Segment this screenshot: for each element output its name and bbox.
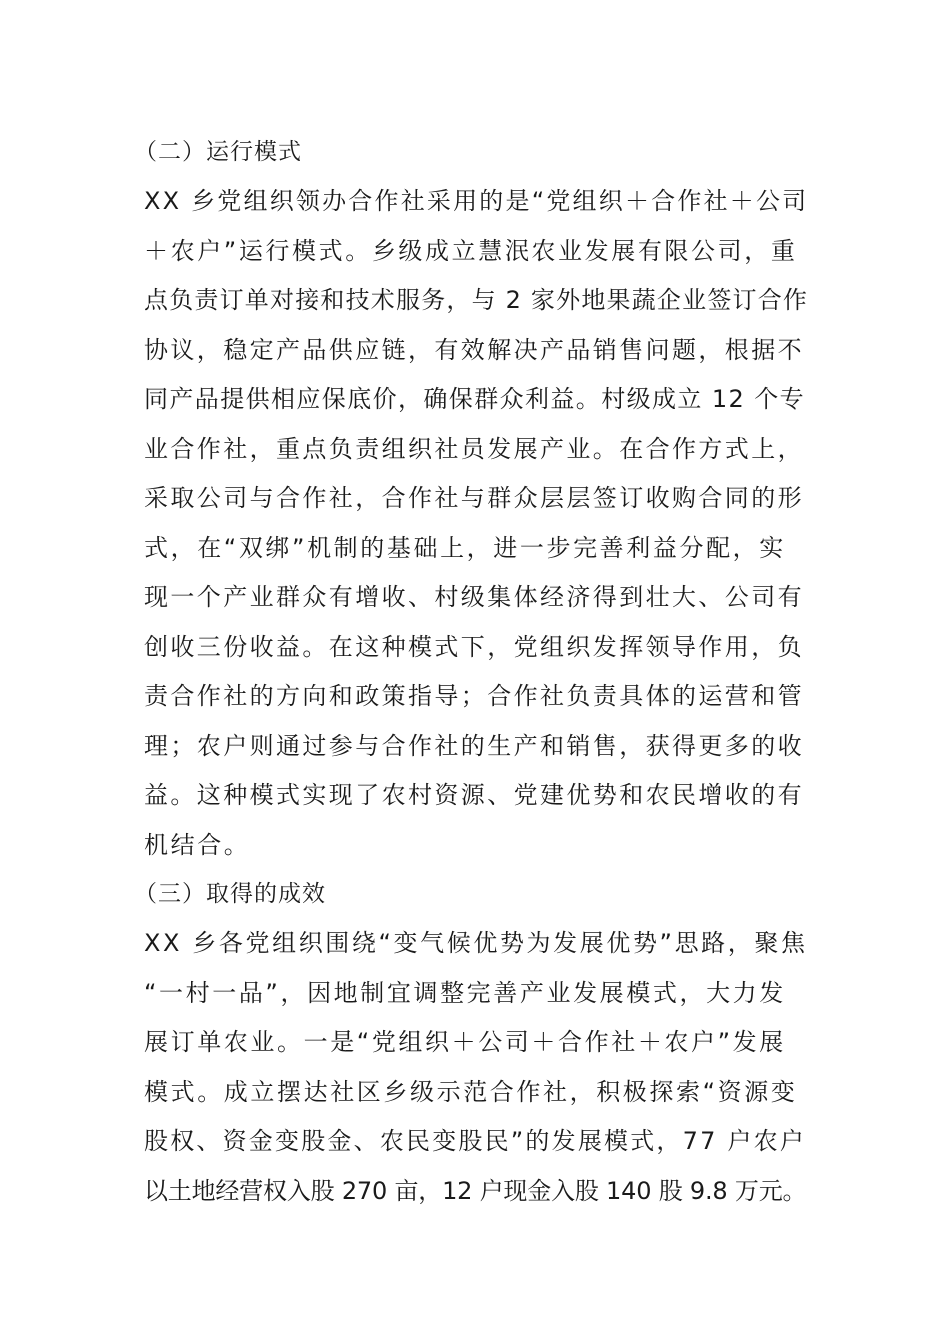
text-line: 责合作社的方向和政策指导；合作社负责具体的运营和管 <box>144 682 804 710</box>
text-line: 理；农户则通过参与合作社的生产和销售，获得更多的收 <box>144 731 804 760</box>
text-line: 式，在“双绑”机制的基础上，进一步完善利益分配，实 <box>144 533 786 562</box>
section-heading-achievements: （三）取得的成效 <box>134 881 326 907</box>
text-line: 同产品提供相应保底价，确保群众利益。村级成立 12 个专 <box>144 385 805 413</box>
text-line: 点负责订单对接和技术服务，与 2 家外地果蔬企业签订合作 <box>144 286 809 314</box>
paragraph-operation-mode <box>144 177 808 870</box>
text-line: 机结合。 <box>144 830 251 859</box>
text-line: 业合作社，重点负责组织社员发展产业。在合作方式上， <box>144 434 804 463</box>
text-line: 益。这种模式实现了农村资源、党建优势和农民增收的有 <box>144 781 804 809</box>
text-line: 股权、资金变股金、农民变股民”的发展模式，77 户农户 <box>144 1127 806 1155</box>
text-line: ＋农户”运行模式。乡级成立慧泯农业发展有限公司，重 <box>144 236 798 265</box>
text-line: 创收三份收益。在这种模式下，党组织发挥领导作用，负 <box>144 632 804 661</box>
text-line: 现一个产业群众有增收、村级集体经济得到壮大、公司有 <box>144 583 804 611</box>
text-line: 展订单农业。一是“党组织＋公司＋合作社＋农户”发展 <box>144 1028 786 1056</box>
text-line: XX 乡党组织领办合作社采用的是“党组织＋合作社＋公司 <box>144 187 809 215</box>
paragraph-achievements <box>144 919 808 1216</box>
text-line: XX 乡各党组织围绕“变气候优势为发展优势”思路，聚焦 <box>144 929 808 957</box>
text-line: “一村一品”，因地制宜调整完善产业发展模式，大力发 <box>144 978 786 1007</box>
document-body <box>134 128 809 1216</box>
text-line: 采取公司与合作社，合作社与群众层层签订收购合同的形 <box>144 484 804 512</box>
text-line: 协议，稳定产品供应链，有效解决产品销售问题，根据不 <box>144 335 804 364</box>
section-heading-operation-mode: （二）运行模式 <box>134 139 302 165</box>
text-line: 模式。成立摆达社区乡级示范合作社，积极探索“资源变 <box>144 1077 798 1106</box>
text-line: 以土地经营权入股 270 亩，12 户现金入股 140 股 9.8 万元。 <box>144 1176 807 1205</box>
